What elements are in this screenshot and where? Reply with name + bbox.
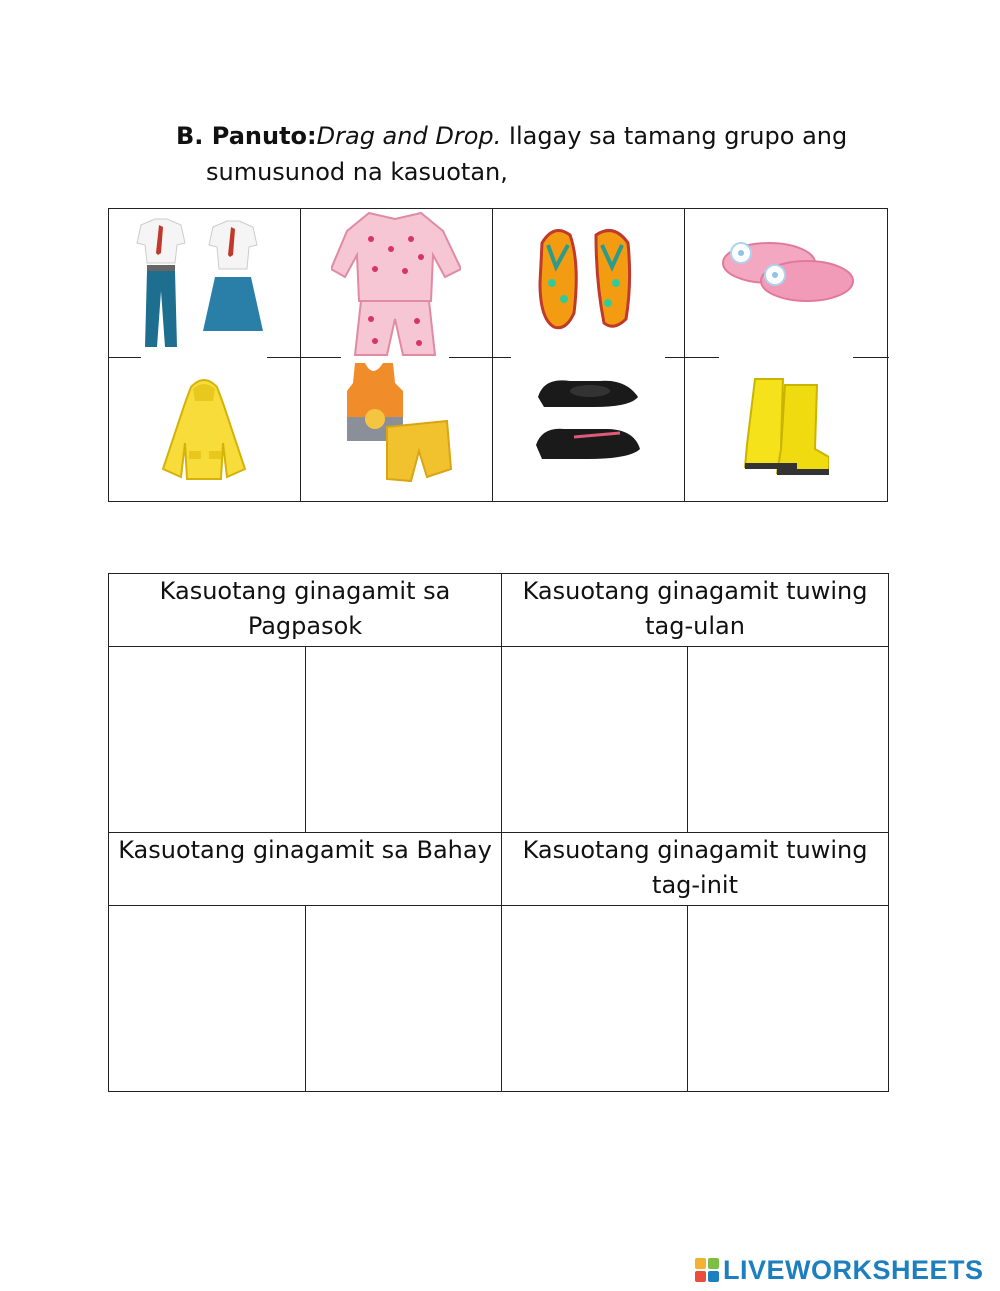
drop-zone-summer-1[interactable]	[502, 906, 688, 1092]
drop-zone-home-2[interactable]	[306, 906, 502, 1092]
items-grid	[108, 208, 888, 502]
instruction-label: B. Panuto:	[176, 122, 317, 150]
grid-divider	[684, 209, 685, 501]
drop-zone-rainy-1[interactable]	[502, 647, 688, 833]
drop-zone-school-1[interactable]	[109, 647, 306, 833]
category-rainy-header: Kasuotang ginagamit tuwing tag-ulan	[502, 574, 889, 647]
pajamas-icon[interactable]	[331, 209, 461, 357]
grid-divider	[300, 209, 301, 501]
grid-divider	[665, 357, 719, 358]
instruction-text-line2: sumusunod na kasuotan,	[206, 158, 508, 186]
house-slippers-icon[interactable]	[721, 221, 855, 311]
drop-zone-home-1[interactable]	[109, 906, 306, 1092]
grid-divider	[449, 357, 511, 358]
tanktop-icon[interactable]	[341, 359, 453, 491]
grid-divider	[109, 357, 141, 358]
instructions	[176, 118, 876, 190]
sorting-table	[108, 573, 889, 1092]
boots-icon[interactable]	[737, 375, 829, 479]
uniform-icon[interactable]	[127, 215, 287, 355]
drop-zone-rainy-2[interactable]	[688, 647, 889, 833]
instruction-text: Ilagay sa tamang grupo ang	[501, 122, 848, 150]
drop-zone-school-2[interactable]	[306, 647, 502, 833]
grid-divider	[492, 209, 493, 501]
category-school-header: Kasuotang ginagamit sa Pagpasok	[109, 574, 502, 647]
liveworksheets-logo[interactable]	[695, 1253, 995, 1287]
slippers-icon[interactable]	[534, 223, 644, 333]
drop-zone-summer-2[interactable]	[688, 906, 889, 1092]
shoes-icon[interactable]	[534, 367, 644, 477]
grid-divider	[267, 357, 341, 358]
category-home-header: Kasuotang ginagamit sa Bahay	[109, 833, 502, 906]
grid-divider	[853, 357, 889, 358]
raincoat-icon[interactable]	[161, 373, 247, 483]
instruction-italic: Drag and Drop.	[316, 122, 502, 150]
logo-text: LIVEWORKSHEETS	[723, 1254, 984, 1285]
category-summer-header: Kasuotang ginagamit tuwing tag-init	[502, 833, 889, 906]
logo-blocks-icon	[695, 1258, 719, 1282]
